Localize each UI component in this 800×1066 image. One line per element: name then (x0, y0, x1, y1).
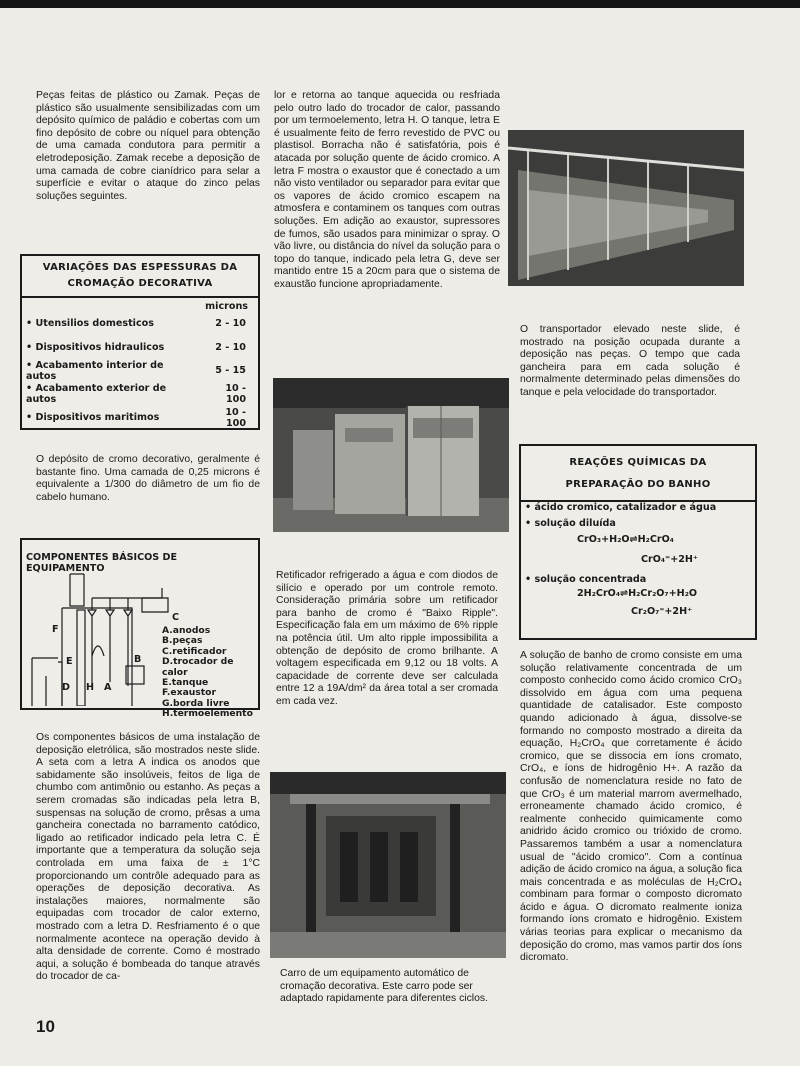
legend-item: F.exaustor (162, 687, 217, 699)
bath-solution-paragraph (520, 650, 742, 965)
legend-item: A.anodos (162, 625, 211, 636)
thickness-variations-table (20, 254, 260, 430)
conveyor-caption (520, 324, 740, 400)
thickness-note-paragraph (36, 454, 260, 504)
components-diagram-title: COMPONENTES BÁSICOS DE EQUIPAMENTO (26, 552, 178, 574)
label-d: D (62, 682, 70, 693)
conveyor-caption-text: O transportador elevado neste slide, é mostrado na posição ocupada durante a deposição nas peças. O tempo que cada gancheira para em cada solução é normalmente determinado pelas dimensões do tanque e pela velocidade do transportador. (520, 324, 740, 398)
legend-item: H.termoelemento (162, 708, 253, 720)
table-row: • Acabamento interior de autos 5 - 15 (22, 359, 258, 383)
label-h: H (86, 682, 95, 693)
row-value: 5 - 15 (215, 365, 246, 377)
carrier-caption (280, 968, 500, 1006)
equation-2: CrO₄⁼+2H⁺ (641, 554, 699, 565)
rectifier-caption (276, 570, 498, 709)
row-label: Dispositivos maritimos (35, 412, 160, 424)
label-c: C (172, 612, 180, 623)
equation-1: CrO₃+H₂O⇌H₂CrO₄ (577, 534, 674, 545)
intro-paragraph (36, 90, 260, 203)
label-a: A (104, 682, 112, 693)
bath-solution-text: A solução de banho de cromo consiste em uma solução relativamente concentrada de um composto conhecido como ácido cromico CrO₃ dissolvido em água com uma pequena quantidade de catalisador. Este composto quando adicionado à água, dissolve-se formando no composto mostrado a direita da equação, H₂CrO₄ que corretamente é ácido cromico, que se dissocia em íons cromato, CrO₄, e íons de hidrogênio H+. A razão da confusão de nomenclatura reside no fato de que CrO₃ é um material marrom avermelhado, erroneamente chamado ácido cromico, é realmente conhecido quimicamente como anidrido ácido cromico ou trióxido de cromo. Passaremos também a usar a nomenclatura usual de "ácido cromico". Com a contínua adição de ácido cromico na água, a solução fica mais concentrada e as moléculas de H₂CrO₄ combinam para formar o composto dicromato ácido e água. O dicromato realmente ioniza formando íons cromato e hidrogênio. Existem várias teorias para explicar o mecanismo da deposição do cromo, mas vamos partir dos íons dicromato. (520, 650, 742, 964)
row-value: 2 - 10 (215, 341, 246, 353)
conveyor-image (508, 130, 744, 286)
reaction-line-1: ácido cromico, catalizador e água (534, 502, 717, 513)
components-legend (162, 626, 258, 720)
equation-4: Cr₂O₇⁼+2H⁺ (631, 606, 693, 617)
reaction-line-3: solução concentrada (534, 574, 647, 585)
reactions-title-line1: REAÇÕES QUÍMICAS DA (569, 457, 707, 468)
thickness-title-line1: VARIAÇÕES DAS ESPESSURAS DA (42, 262, 238, 273)
page-number: 10 (36, 1017, 55, 1036)
reaction-line-2: solução diluída (534, 518, 616, 529)
components-diagram-box (20, 538, 260, 720)
table-row: • Dispositivos hidraulicos 2 - 10 (22, 336, 258, 360)
table-row: • Dispositivos maritimos 10 - 100 (22, 406, 258, 430)
page-top-border (0, 0, 800, 8)
carrier-caption-text: Carro de um equipamento automático de cromação decorativa. Este carro pode ser adaptado rapidamente para diferentes ciclos. (280, 968, 488, 1005)
reactions-title-line2: PREPARAÇÃO DO BANHO (565, 479, 711, 490)
thickness-note-text: O depósito de cromo decorativo, geralmente é bastante fino. Uma camada de 0,25 microns é equivalente a 1/300 do diâmetro de um fio de cabelo humano. (36, 454, 260, 503)
legend-item: C.retificador (162, 645, 227, 657)
legend-item: G.borda livre (162, 697, 230, 709)
rectifier-image (273, 378, 509, 532)
label-b: B (134, 654, 142, 665)
table-row: • Utensilios domesticos 2 - 10 (22, 312, 258, 336)
row-label: Dispositivos hidraulicos (35, 341, 165, 353)
row-value: 2 - 10 (215, 318, 246, 330)
table-row: • Acabamento exterior de autos 10 - 100 (22, 383, 258, 407)
thickness-table (22, 312, 258, 430)
row-value: 10 - 100 (225, 383, 246, 406)
rectifier-caption-text: Retificador refrigerado a água e com diodos de silício e operado por um controle remoto. Consideração primária sobre um retificador para banho de cromo é "Baixo Ripple". Especificação fala em um máximo de 6% ripple na potência útil. Um alto ripple impossibilita a obtenção de depósito de cromo brilhante. A voltagem especificada em 9,12 ou 18 volts. A capacidade de corrente deve ser calculada entre 12 a 19A/dm² da área total a ser cromada em cada vez. (276, 570, 498, 707)
carrier-image (270, 772, 506, 958)
microns-header: microns (205, 301, 248, 312)
reactions-title (521, 446, 755, 496)
equation-3: 2H₂CrO₄⇌H₂Cr₂O₇+H₂O (577, 588, 698, 599)
conveyor-photo (508, 130, 744, 286)
rectifier-photo (273, 378, 509, 532)
automatic-carrier-photo (270, 772, 506, 958)
chemical-reactions-box: REAÇÕES QUÍMICAS DA PREPARAÇÃO DO BANHO • ácido cromico, catalizador e água • solução diluída CrO₃+H₂O⇌H₂CrO₄ CrO₄⁼+2H⁺ • solução concentrada 2H₂CrO₄⇌H₂Cr₂O₇+H₂O Cr₂O₇⁼+2H⁺ (519, 444, 757, 640)
label-f: F (52, 624, 59, 635)
thickness-table-title (22, 256, 258, 292)
thickness-title-line2: CROMAÇÃO DECORATIVA (67, 278, 213, 289)
legend-item: D.trocador de calor (162, 656, 234, 678)
row-label: Acabamento exterior de autos (26, 383, 167, 406)
label-e: E (66, 656, 73, 667)
middle-top-text: lor e retorna ao tanque aquecida ou resfriada pelo outro lado do trocador de calor, passando por um termoelemento, letra H. O tanque, letra E é usualmente feito de ferro revestido de PVC ou plastisol. Borracha não é satisfatória, pois é atacada por solução quente de ácido cromico. A letra F mostra o exaustor que é conectado a um não visto ventilador ou separador para evitar que os vapores de ácido cromico escapem na atmosfera e contaminem os tanques com outras soluções. Em adição ao exaustor, supressores de fumos, são usados para minimizar o spray. O vão livre, ou distância do nível da solução para o topo do tanque, indicado pela letra G, deve ser mantido entre 15 a 20cm para que o sistema de exaustão funcione apropriadamente. (274, 90, 500, 290)
row-value: 10 - 100 (225, 406, 246, 429)
intro-text: Peças feitas de plástico ou Zamak. Peças de plástico são usualmente sensibilizadas com um depósito químico de paládio e cobertas com um fino depósito de cobre ou níquel para obtenção de uma camada condutora para permitir a eletrodeposição. Zamak recebe a deposição de uma camada de cobre cianídrico para selar a superfície e evitar o ataque do zinco pelas soluções seguintes. (36, 90, 260, 202)
legend-item: B.peças (162, 635, 203, 647)
legend-item: E.tanque (162, 677, 209, 689)
row-label: Utensilios domesticos (35, 318, 154, 330)
components-paragraph (36, 732, 260, 984)
components-text: Os componentes básicos de uma instalação de deposição eletrólica, são mostrados neste slide. A seta com a letra A indica os anodos que sabidamente são insolúveis, feitos de liga de chumbo com antimônio ou estanho. As peças a serem cromadas são indicadas pela letra B, suspensas na solução de cromo, prêsas a uma gancheira conectada no barramento catódico, ligado ao retificador indicado pela letra C. É importante que a temperatura da solução seja controlada em uma faixa de ± 1°C proporcionando um contrôle adequado para as operações de deposição decorativa. As instalações maiores, normalmente são equipadas com trocador de calor externo, mostrado com a letra D. Resfriamento é o que normalmente acontece na operação devido à alta densidade de corrente. Como é mostrado aqui, a solução é bombeada do tanque através do trocador de ca- (36, 732, 260, 983)
middle-top-paragraph (274, 90, 500, 292)
row-label: Acabamento interior de autos (26, 359, 164, 382)
